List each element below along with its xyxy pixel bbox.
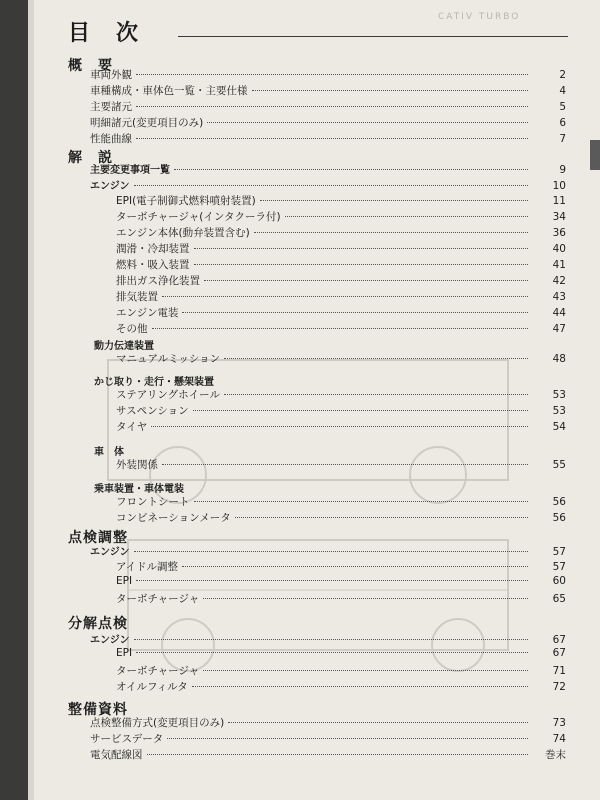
toc-entry[interactable]: 潤滑・冷却装置 40 — [116, 243, 566, 255]
toc-entry[interactable]: サスペンション 53 — [116, 405, 566, 417]
toc-entry[interactable]: コンビネーションメータ 56 — [116, 512, 566, 524]
subsection-drivetrain: 動力伝達装置 — [94, 341, 154, 352]
toc-entry[interactable]: 明細諸元(変更項目のみ) 6 — [90, 117, 566, 129]
toc-entry[interactable]: サービスデータ 74 — [90, 733, 566, 745]
title-rule — [178, 36, 568, 37]
page-title: 目 次 — [68, 21, 141, 46]
toc-entry[interactable]: エンジン 67 — [90, 634, 566, 646]
toc-entry[interactable]: EPI(電子制御式燃料噴射装置) 11 — [116, 195, 566, 207]
toc-entry[interactable]: ターボチャージャ 71 — [116, 665, 566, 677]
toc-entry[interactable]: EPI 67 — [116, 647, 566, 659]
index-tab — [590, 140, 600, 170]
subsection-interior-electrical: 乗車装置・車体電装 — [94, 484, 184, 495]
toc-entry[interactable]: エンジン本体(動弁装置含む) 36 — [116, 227, 566, 239]
toc-entry[interactable]: ターボチャージャ(インタクーラ付) 34 — [116, 211, 566, 223]
bleed-through-text: CATIV TURBO — [438, 12, 521, 22]
toc-entry[interactable]: 点検整備方式(変更項目のみ) 73 — [90, 717, 566, 729]
toc-entry[interactable]: 車両外観 2 — [90, 69, 566, 81]
toc-entry[interactable]: ステアリングホイール 53 — [116, 389, 566, 401]
section-explanation: 解 説 — [68, 150, 113, 166]
toc-entry[interactable]: タイヤ 54 — [116, 421, 566, 433]
toc-entry[interactable]: EPI 60 — [116, 575, 566, 587]
document-page — [28, 0, 600, 800]
toc-entry[interactable]: エンジン電装 44 — [116, 307, 566, 319]
toc-entry[interactable]: 主要変更事項一覧 9 — [90, 164, 566, 176]
toc-entry[interactable]: エンジン 57 — [90, 546, 566, 558]
section-inspection-adjustment: 点検調整 — [68, 530, 128, 546]
toc-entry[interactable]: アイドル調整 57 — [116, 561, 566, 573]
toc-entry[interactable]: 排気装置 43 — [116, 291, 566, 303]
section-overview: 概 要 — [68, 58, 113, 74]
toc-entry[interactable]: 車種構成・車体色一覧・主要仕様 4 — [90, 85, 566, 97]
toc-entry[interactable]: その他 47 — [116, 323, 566, 335]
toc-entry[interactable]: 燃料・吸入装置 41 — [116, 259, 566, 271]
page-edge — [28, 0, 34, 800]
toc-entry[interactable]: 外装関係 55 — [116, 459, 566, 471]
subsection-steering-suspension: かじ取り・走行・懸架装置 — [94, 377, 214, 388]
section-disassembly-inspection: 分解点検 — [68, 616, 128, 632]
toc-entry[interactable]: ターボチャージャ 65 — [116, 593, 566, 605]
toc-entry[interactable]: 主要諸元 5 — [90, 101, 566, 113]
section-maintenance-data: 整備資料 — [68, 702, 128, 718]
toc-entry[interactable]: エンジン 10 — [90, 180, 566, 192]
toc-entry[interactable]: 排出ガス浄化装置 42 — [116, 275, 566, 287]
toc-entry[interactable]: フロントシート 56 — [116, 496, 566, 508]
toc-entry[interactable]: 電気配線図 巻末 — [90, 749, 566, 761]
toc-entry[interactable]: 性能曲線 7 — [90, 133, 566, 145]
toc-title-row — [68, 16, 568, 56]
subsection-body: 車 体 — [94, 447, 124, 458]
toc-entry[interactable]: マニュアルミッション 48 — [116, 353, 566, 365]
toc-entry[interactable]: オイルフィルタ 72 — [116, 681, 566, 693]
